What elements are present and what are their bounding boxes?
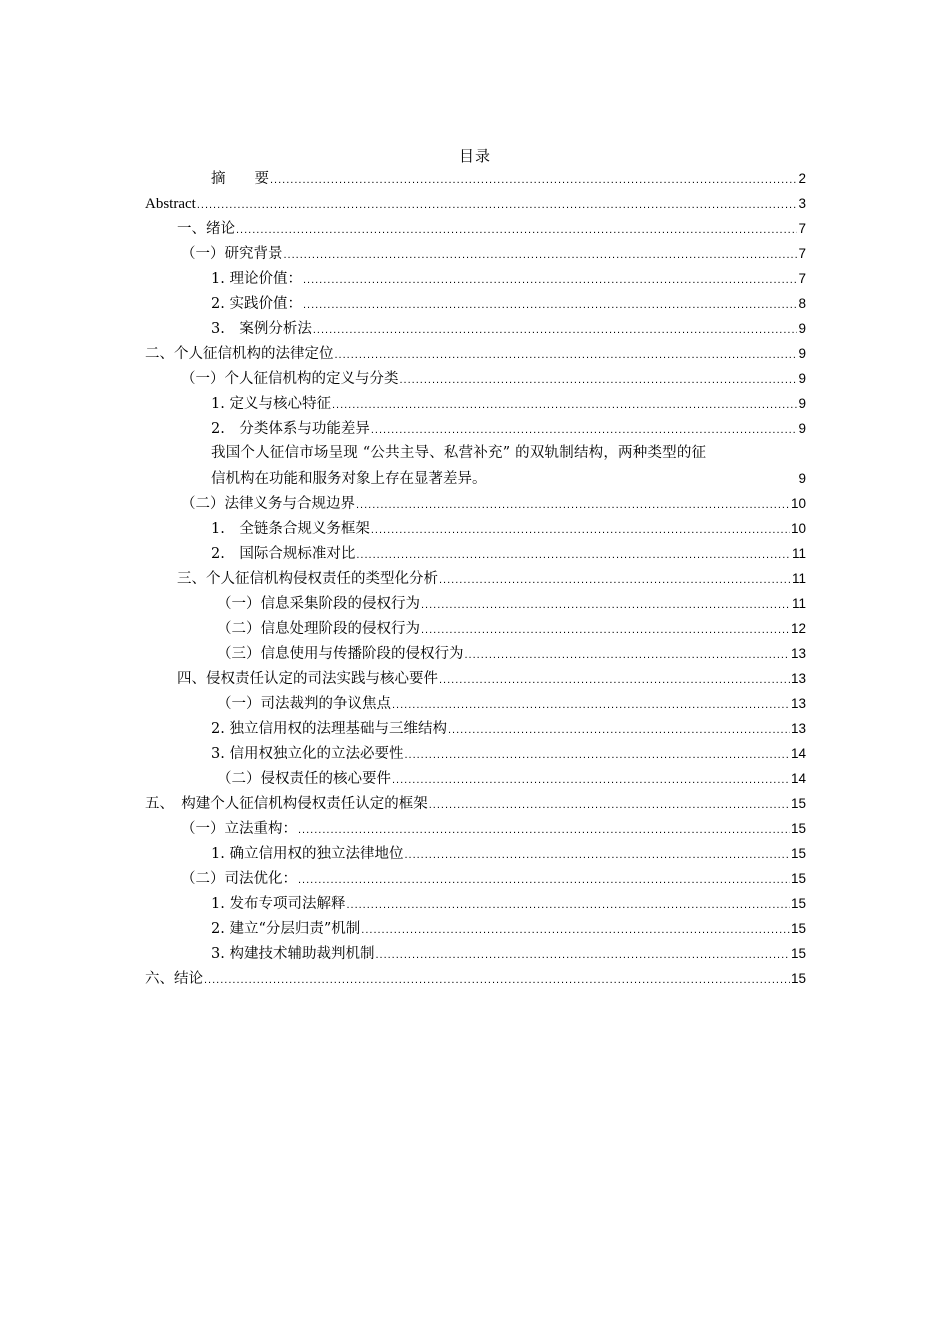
toc-entry-introduction[interactable] — [145, 216, 806, 241]
toc-entry-page: 11 — [791, 571, 806, 586]
toc-entry-label: 3. 案例分析法 — [211, 321, 312, 337]
toc-entry[interactable] — [145, 316, 806, 341]
toc-entry-label: （一）信息采集阶段的侵权行为 — [217, 596, 420, 612]
dot-leader — [439, 668, 790, 693]
toc-entry[interactable] — [145, 391, 806, 416]
toc-entry[interactable] — [145, 916, 806, 941]
toc-entry[interactable] — [145, 941, 806, 966]
dot-leader — [421, 618, 790, 643]
dot-leader — [404, 743, 790, 768]
dot-leader — [375, 943, 790, 968]
dot-leader — [197, 193, 798, 218]
toc-entry[interactable] — [145, 791, 806, 816]
dot-leader — [298, 818, 790, 843]
toc-entry[interactable] — [145, 366, 806, 391]
toc-entry-label: 三、个人征信机构侵权责任的类型化分析 — [177, 571, 438, 587]
dot-leader — [303, 268, 798, 293]
dot-leader — [270, 168, 797, 193]
toc-entry[interactable] — [145, 291, 806, 316]
toc-entry-label: 六、结论 — [145, 971, 203, 987]
dot-leader — [303, 293, 798, 318]
toc-entry-page: 13 — [790, 696, 806, 711]
toc-entry-label: 四、侵权责任认定的司法实践与核心要件 — [177, 671, 438, 687]
dot-leader — [429, 793, 790, 818]
toc-entry-abstract-cn[interactable] — [145, 166, 806, 191]
dot-leader — [313, 318, 798, 343]
toc-entry[interactable] — [145, 241, 806, 266]
toc-entry-page: 9 — [798, 421, 806, 436]
toc-entry-conclusion[interactable] — [145, 966, 806, 991]
toc-entry-label: 1. 发布专项司法解释 — [211, 896, 346, 912]
toc-entry-label: 2. 建立“分层归责”机制 — [211, 921, 361, 937]
toc-entry[interactable] — [145, 416, 806, 441]
toc-entry-line2 — [211, 466, 806, 491]
toc-entry-label: （二）法律义务与合规边界 — [181, 496, 355, 512]
toc-entry-label: 2. 分类体系与功能差异 — [211, 421, 370, 437]
toc-entry-page: 15 — [790, 896, 806, 911]
toc-entry-page: 9 — [798, 371, 806, 386]
toc-entry-page: 2 — [798, 171, 806, 186]
table-of-contents — [145, 166, 806, 991]
toc-entry[interactable] — [145, 266, 806, 291]
toc-entry-page: 11 — [791, 546, 806, 561]
dot-leader — [236, 218, 797, 243]
toc-entry-page: 9 — [798, 471, 806, 486]
toc-entry[interactable] — [145, 491, 806, 516]
toc-entry-page: 15 — [790, 821, 806, 836]
toc-entry[interactable] — [145, 841, 806, 866]
dot-leader — [465, 643, 790, 668]
toc-entry-page: 15 — [790, 796, 806, 811]
toc-entry[interactable] — [145, 866, 806, 891]
toc-entry-label: 1. 全链条合规义务框架 — [211, 521, 370, 537]
toc-entry-page: 13 — [790, 671, 806, 686]
dot-leader — [400, 368, 798, 393]
toc-entry-label: 1. 确立信用权的独立法律地位 — [211, 846, 404, 862]
toc-entry-page: 3 — [798, 196, 806, 211]
toc-entry-label: （一）司法裁判的争议焦点 — [217, 696, 391, 712]
dot-leader — [404, 843, 790, 868]
toc-entry-label: 2. 国际合规标准对比 — [211, 546, 356, 562]
toc-entry-page: 14 — [790, 771, 806, 786]
toc-entry-label-line1: 我国个人征信市场呈现 “公共主导、私营补充” 的双轨制结构，两种类型的征 — [211, 445, 707, 461]
toc-entry[interactable] — [145, 666, 806, 691]
dot-leader — [361, 918, 790, 943]
toc-entry[interactable] — [145, 341, 806, 366]
toc-entry-label: 摘 要 — [211, 171, 269, 187]
dot-leader — [356, 493, 790, 518]
toc-entry[interactable] — [145, 591, 806, 616]
toc-entry-page: 13 — [790, 721, 806, 736]
toc-entry[interactable] — [145, 616, 806, 641]
toc-entry-label: 3. 构建技术辅助裁判机制 — [211, 946, 375, 962]
toc-entry[interactable] — [145, 516, 806, 541]
toc-entry-page: 7 — [798, 221, 806, 236]
toc-entry-page: 7 — [798, 271, 806, 286]
toc-entry[interactable] — [145, 641, 806, 666]
toc-entry-label: 1. 理论价值： — [211, 271, 302, 287]
toc-entry-page: 11 — [791, 596, 806, 611]
toc-entry-page: 7 — [798, 246, 806, 261]
toc-entry-label: （二）司法优化： — [181, 871, 297, 887]
toc-entry-label: 2. 独立信用权的法理基础与三维结构 — [211, 721, 447, 737]
toc-entry-paragraph[interactable] — [145, 441, 806, 491]
toc-entry-label: （一）研究背景 — [181, 246, 283, 262]
toc-entry-label: 2. 实践价值： — [211, 296, 302, 312]
toc-entry-label: 1. 定义与核心特征 — [211, 396, 331, 412]
toc-entry-label: （一）个人征信机构的定义与分类 — [181, 371, 399, 387]
toc-entry-page: 14 — [790, 746, 806, 761]
toc-title: 目录 — [458, 147, 491, 165]
toc-entry-page: 15 — [790, 946, 806, 961]
toc-entry-label: 一、绪论 — [177, 221, 235, 237]
toc-entry-page: 12 — [790, 621, 806, 636]
toc-entry-page: 9 — [798, 321, 806, 336]
toc-entry-page: 15 — [790, 971, 806, 986]
toc-entry-label: 五、 构建个人征信机构侵权责任认定的框架 — [145, 796, 428, 812]
toc-entry[interactable] — [145, 766, 806, 791]
dot-leader — [371, 418, 798, 443]
toc-entry[interactable] — [145, 566, 806, 591]
toc-entry-page: 15 — [790, 921, 806, 936]
toc-entry-page: 15 — [790, 871, 806, 886]
toc-entry[interactable] — [145, 816, 806, 841]
toc-entry-page: 9 — [798, 346, 806, 361]
toc-entry[interactable] — [145, 891, 806, 916]
toc-entry-label: （二）信息处理阶段的侵权行为 — [217, 621, 420, 637]
toc-entry[interactable] — [145, 541, 806, 566]
dot-leader — [284, 243, 798, 268]
toc-entry-label: 3. 信用权独立化的立法必要性 — [211, 746, 404, 762]
dot-leader — [335, 343, 798, 368]
toc-entry-page: 10 — [790, 521, 806, 536]
dot-leader — [332, 393, 798, 418]
toc-entry-label: （一）立法重构： — [181, 821, 297, 837]
dot-leader — [439, 568, 791, 593]
dot-leader — [356, 543, 791, 568]
toc-entry-label: （三）信息使用与传播阶段的侵权行为 — [217, 646, 464, 662]
toc-entry-label: 二、个人征信机构的法律定位 — [145, 346, 334, 362]
dot-leader — [298, 868, 790, 893]
dot-leader — [392, 693, 790, 718]
toc-entry-abstract-en[interactable] — [145, 191, 806, 216]
toc-entry-page: 13 — [790, 646, 806, 661]
toc-entry-label: Abstract — [145, 196, 196, 212]
dot-leader — [392, 768, 790, 793]
toc-entry[interactable] — [145, 716, 806, 741]
toc-entry-page: 9 — [798, 396, 806, 411]
toc-entry-label-line2: 信机构在功能和服务对象上存在显著差异。 — [211, 471, 487, 487]
dot-leader — [371, 518, 790, 543]
dot-leader — [448, 718, 790, 743]
toc-entry[interactable] — [145, 691, 806, 716]
toc-entry-page: 10 — [790, 496, 806, 511]
toc-entry[interactable] — [145, 741, 806, 766]
dot-leader — [421, 593, 791, 618]
toc-entry-page: 8 — [798, 296, 806, 311]
toc-entry-page: 15 — [790, 846, 806, 861]
dot-leader — [346, 893, 790, 918]
dot-leader — [204, 968, 790, 993]
toc-entry-label: （二）侵权责任的核心要件 — [217, 771, 391, 787]
